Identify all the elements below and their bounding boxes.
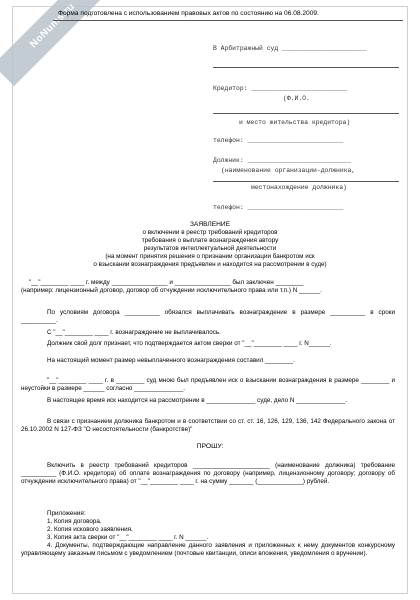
paragraph-2: По условиям договора __________ обязался выплачивать вознаграждение в размере __________ в сроки __________. (21, 309, 395, 324)
watermark-banner: NoNums.ru (0, 0, 113, 86)
attachments-title: Приложения: (47, 510, 86, 517)
title-line-2: требования о выплате вознаграждения автору (141, 237, 279, 244)
paragraph-6: "__"________ ____ г. в ________ суд мною был предъявлен иск о взыскании вознаграждения в размере ________ и неустойки в размере ______ согласно ______________. (21, 377, 395, 392)
debtor-caption-1: (наименование организации-должника, (221, 167, 356, 174)
creditor-line-2 (213, 113, 399, 114)
court-line-2 (213, 67, 399, 68)
document-page (12, 1, 408, 594)
title-line-3: результатов интеллектуальной деятельности (143, 245, 277, 252)
attachment-item: 1. Копия договора. (47, 518, 102, 525)
title-line-4: (на момент принятия решения о признании организации банкротом иск (105, 253, 315, 260)
debtor-phone: телефон: _________________________ (213, 204, 344, 211)
request-text: Включить в реестр требований кредиторов ______________________ (наименование должника) требование __________ (Ф.И.О. кредитора) об оплате вознаграждения по договору (например, лицензионному договору; договору об отчуждении исключительного права) от "__"________ ____ г. на сумму _______ (_____________) рублей. (21, 462, 395, 485)
paragraph-5: На настоящий момент размер невыплаченного вознаграждения составил ________. (47, 357, 295, 364)
creditor-phone: телефон: _________________________ (213, 137, 344, 144)
paragraph-3: С "__"________ ____ г. вознаграждение не выплачивалось. (47, 329, 221, 336)
paragraph-1a: "__"________ ____ г. между ________________ и ________________ был заключен ________ (29, 279, 304, 286)
debtor-caption-2: местонахождение должника) (251, 184, 347, 191)
creditor-address-caption: и место жительства кредитора) (239, 119, 351, 126)
debtor-line: Должник: ___________________________ (213, 157, 352, 164)
statement-title: ЗАЯВЛЕНИЕ (189, 221, 231, 228)
paragraph-4: Должник свой долг признает, что подтверждается актом сверки от "__"________ ____ г. N______. (47, 340, 332, 347)
court-line: В Арбитражный суд ______________________ (213, 45, 367, 52)
paragraph-1b: (например: лицензионный договор, договор об отчуждении исключительного права или т.п.) N ______. (21, 287, 322, 294)
notice-line: Форма подготовлена с использованием правовых актов по состоянию на 06.08.2009. (58, 10, 319, 17)
attachment-item: 2. Копия искового заявления. (47, 526, 133, 533)
attachment-item: 3. Копия акта сверки от "__"________ ____ г. N ______. (47, 534, 209, 541)
attachment-item: 4. Документы, подтверждающие направление данного заявления и приложенных к нему документов конкурсному управляющему заказным письмом с уведомлением (почтовые квитанции, описи вложения, уведомления о вручении). (21, 542, 395, 557)
title-line-5: о взыскании вознаграждения предъявлен и находится на рассмотрении в суде) (93, 261, 327, 268)
paragraph-7: В настоящее время иск находится на рассмотрении в ______________ суде, дело N ______________. (47, 397, 347, 404)
request-title: ПРОШУ: (196, 443, 224, 450)
creditor-line: Кредитор: _________________________ (213, 85, 348, 92)
notice-divider (53, 20, 403, 21)
debtor-line-2 (213, 181, 399, 182)
creditor-caption: (Ф.И.О. (283, 95, 310, 102)
title-line-1: о включении в реестр требований кредиторов (142, 229, 278, 236)
paragraph-8: В связи с признанием должника банкротом и в соответствии со ст. ст. 16, 126, 129, 136, 142 Федерального закона от 26.10.2002 N 127-ФЗ "О несостоятельности (банкротстве)" (21, 418, 395, 433)
